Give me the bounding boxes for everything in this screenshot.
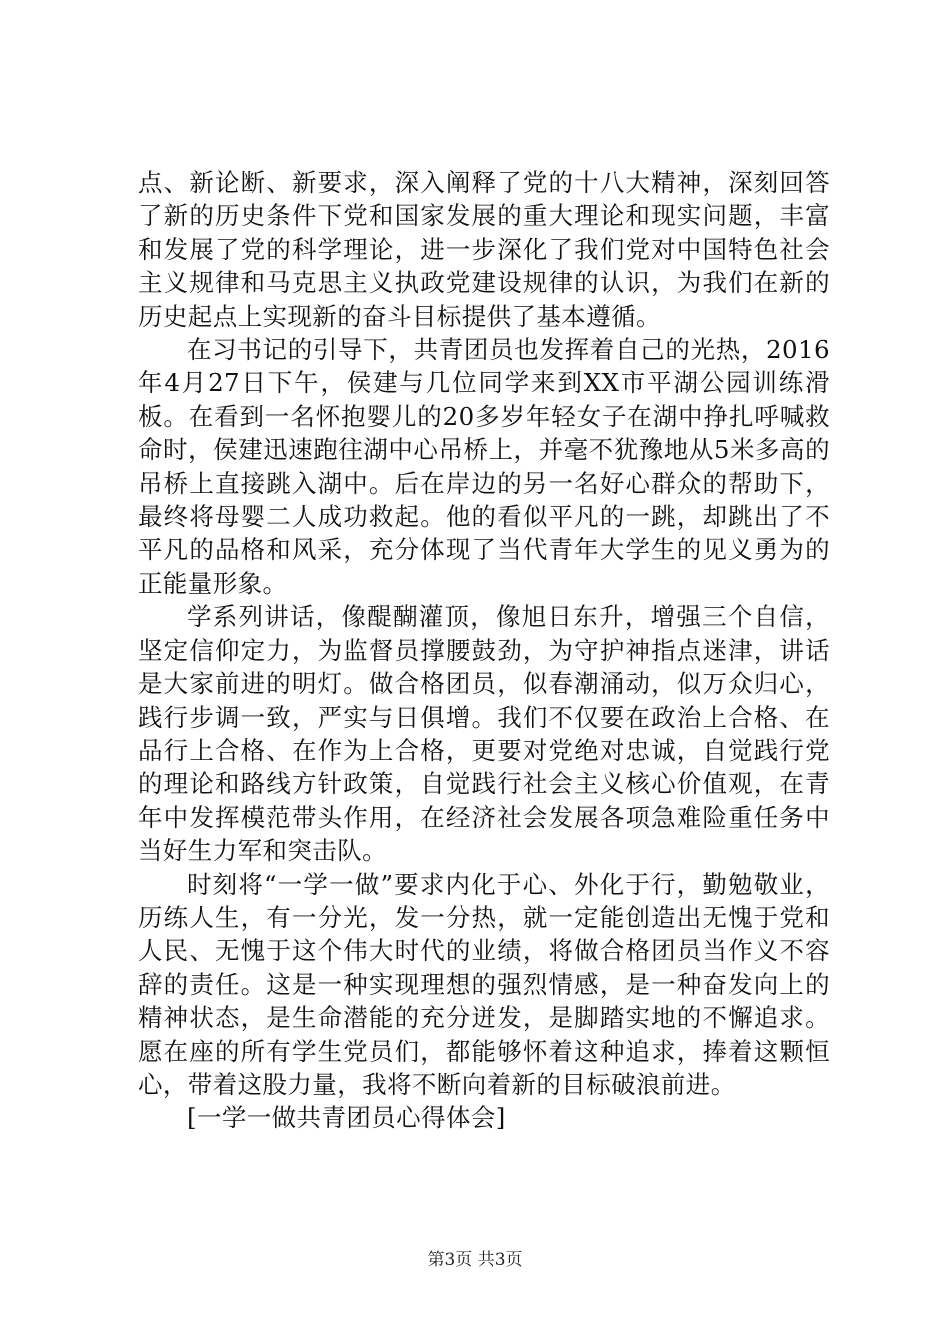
document-body	[138, 166, 830, 1135]
page-footer: 第3页 共3页	[427, 1250, 523, 1270]
paragraph-study-speech: 学系列讲话，像醍醐灌顶，像旭日东升，增强三个自信，坚定信仰定力，为监督员撑腰鼓劲，为守护神指点迷津，讲话是大家前进的明灯。做合格团员，似春潮涌动，似万众归心，践行步调一致，严实与日俱增。我们不仅要在政治上合格、在品行上合格、在作为上合格，更要对党绝对忠诚，自觉践行党的理论和路线方针政策，自觉践行社会主义核心价值观，在青年中发挥模范带头作用，在经济社会发展各项急难险重任务中当好生力军和突击队。	[138, 602, 830, 866]
paragraph-continuation: 点、新论断、新要求，深入阐释了党的十八大精神，深刻回答了新的历史条件下党和国家发展的重大理论和现实问题，丰富和发展了党的科学理论，进一步深化了我们党对中国特色社会主义规律和马克思主义执政党建设规律的认识，为我们在新的历史起点上实现新的奋斗目标提供了基本遵循。	[138, 168, 830, 331]
paragraph-commitment: 时刻将“一学一做”要求内化于心、外化于行，勤勉敬业，历练人生，有一分光，发一分热，就一定能创造出无愧于党和人民、无愧于这个伟大时代的业绩，将做合格团员当作义不容辞的责任。这是一种实现理想的强烈情感，是一种奋发向上的精神状态，是生命潜能的充分迸发，是脚踏实地的不懈追求。愿在座的所有学生党员们，都能够怀着这种追求，捧着这颗恒心，带着这股力量，我将不断向着新的目标破浪前进。	[138, 869, 830, 1099]
paragraph-title-tag: [一学一做共青团员心得体会]	[187, 1103, 506, 1133]
paragraph-rescue-story: 在习书记的引导下，共青团员也发挥着自己的光热，2016年4月27日下午，侯建与几位同学来到XX市平湖公园训练滑板。在看到一名怀抱婴儿的20多岁年轻女子在湖中挣扎呼喊救命时，侯建迅速跑往湖中心吊桥上，并毫不犹豫地从5米多高的吊桥上直接跳入湖中。后在岸边的另一名好心群众的帮助下，最终将母婴二人成功救起。他的看似平凡的一跳，却跳出了不平凡的品格和风采，充分体现了当代青年大学生的见义勇为的正能量形象。	[138, 335, 830, 598]
